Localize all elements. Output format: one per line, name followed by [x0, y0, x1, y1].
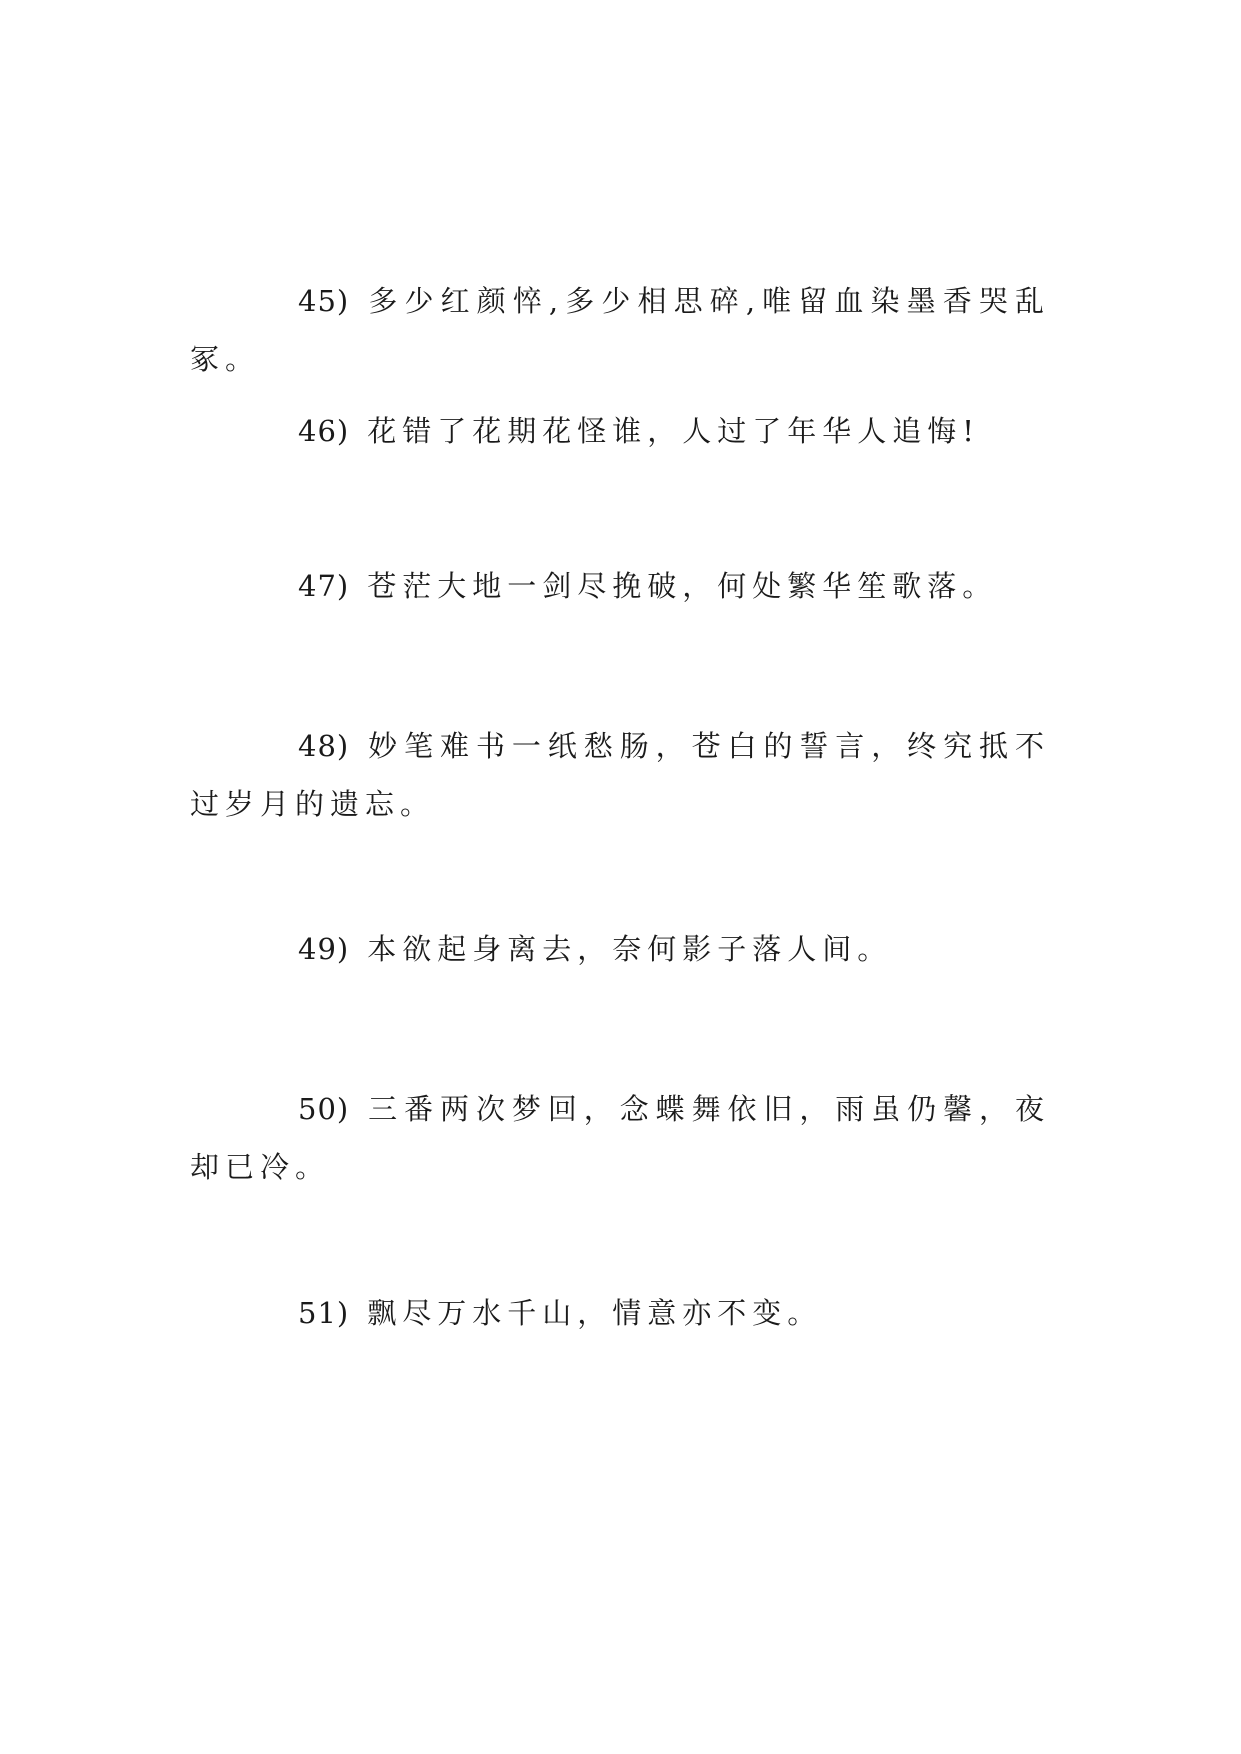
item-text: 花错了花期花怪谁，人过了年华人追悔! — [367, 414, 980, 448]
item-text: 飘尽万水千山，情意亦不变。 — [367, 1296, 823, 1330]
item-number: 46) — [298, 414, 350, 448]
item-number: 48) — [298, 729, 350, 763]
list-item — [190, 920, 1050, 978]
list-item — [190, 1080, 1050, 1196]
list-item — [190, 272, 1050, 388]
list-item — [190, 557, 1050, 615]
list-item — [190, 1284, 1050, 1342]
item-number: 49) — [298, 932, 350, 966]
list-item — [190, 402, 1050, 460]
item-text: 本欲起身离去，奈何影子落人间。 — [367, 932, 893, 966]
item-number: 47) — [298, 569, 350, 603]
list-item — [190, 717, 1050, 833]
item-text: 苍茫大地一剑尽挽破，何处繁华笙歌落。 — [367, 569, 998, 603]
item-text: 妙笔难书一纸愁肠，苍白的誓言，终究抵不过岁月的遗忘。 — [190, 729, 1050, 821]
item-number: 45) — [298, 284, 350, 318]
item-number: 51) — [298, 1296, 350, 1330]
item-text: 三番两次梦回，念蝶舞依旧，雨虽仍馨，夜却已冷。 — [190, 1092, 1050, 1184]
item-text: 多少红颜悴,多少相思碎,唯留血染墨香哭乱冢。 — [190, 284, 1050, 376]
item-number: 50) — [298, 1092, 350, 1126]
